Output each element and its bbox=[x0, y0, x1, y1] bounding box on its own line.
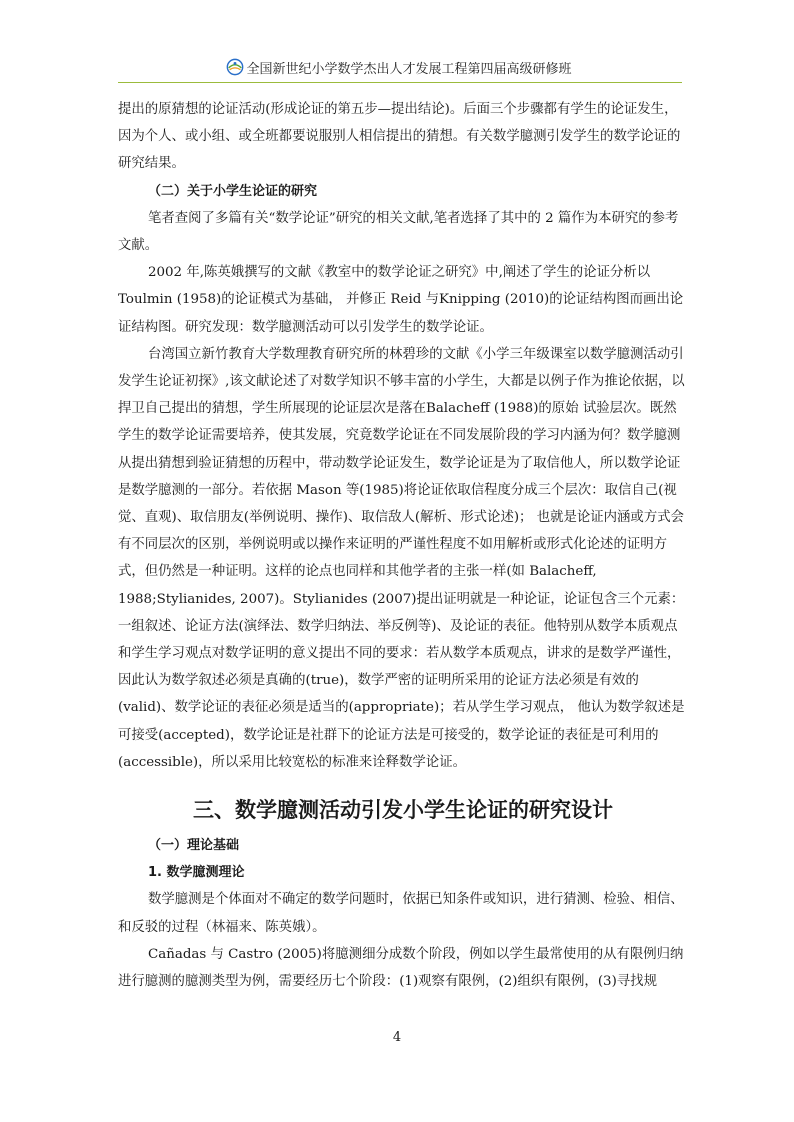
paragraph-chen-2002: 2002 年,陈英娥撰写的文献《教室中的数学论证之研究》中,阐述了学生的论证分析以Toulmin (1958)的论证模式为基础， 并修正 Reid 与Knipping (2010)的论证结构图而画出论证结构图。研究发现：数学臆测活动可以引发学生的数学论证。 bbox=[118, 265, 684, 335]
section-heading-research-design: 三、数学臆测活动引发小学生论证的研究设计 bbox=[193, 798, 613, 823]
header-title: 全国新世纪小学数学杰出人才发展工程第四届高级研修班 bbox=[246, 62, 572, 77]
subsection-heading-theory: （一）理论基础 bbox=[148, 838, 240, 854]
paragraph-conjecture-definition: 数学臆测是个体面对不确定的数学问题时，依据已知条件或知识，进行猜测、检验、相信、和反驳的过程（林福来、陈英娥）。 bbox=[118, 892, 684, 935]
page-number: 4 bbox=[392, 1030, 402, 1045]
paragraph-continuation: 提出的原猜想的论证活动(形成论证的第五步—提出结论)。后面三个步骤都有学生的论证发生，因为个人、或小组、或全班都要说服别人相信提出的猜想。有关数学臆测引发学生的数学论证的研究结果。 bbox=[118, 102, 681, 172]
paragraph-lin-bizhen: 台湾国立新竹教育大学数理教育研究所的林碧珍的文献《小学三年级课室以数学臆测活动引发学生论证初探》,该文献论述了对数学知识不够丰富的小学生，大都是以例子作为推论依据，以捍卫自己提出的猜想，学生所展现的论证层次是落在Balacheff (1988)的原始 试验层次。既然学生的数学论证需要培养，使其发展，究竟数学论证在不同发展阶段的学习内涵为何？数学臆测从提出猜想到验证猜想的历程中，带动数学论证发生，数学论证是为了取信他人，所以数学论证是数学臆测的一部分。若依据 Mason 等(1985)将论证依取信程度分成三个层次：取信自己(视觉、直观)、取信朋友(举例说明、操作)、取信敌人(解析、形式论述)； 也就是论证内涵或方式会有不同层次的区别，举例说明或以操作来证明的严谨性程度不如用解析或形式化论述的证明方式，但仍然是一种证明。这样的论点也同样和其他学者的主张一样(如 Balacheff, 1988;Stylianides, 2007)。Stylianides (2007)提出证明就是一种论证，论证包含三个元素：一组叙述、论证方法(演绎法、数学归纳法、举反例等)、及论证的表征。他特别从数学本质观点和学生学习观点对数学证明的意义提出不同的要求：若从数学本质观点，讲求的是数学严谨性，因此认为数学叙述必须是真确的(true)，数学严密的证明所采用的论证方法必须是有效的(valid)、数学论证的表征必须是适当的(appropriate)；若从学生学习观点， 他认为数学叙述是可接受(accepted)，数学论证是社群下的论证方法是可接受的，数学论证的表征是可利用的(accessible)，所以采用比较宽松的标准来诠释数学论证。 bbox=[118, 346, 685, 770]
header-divider bbox=[118, 82, 682, 83]
page-header bbox=[118, 58, 680, 82]
conference-logo-icon bbox=[226, 58, 244, 76]
paragraph-canadas-castro: Cañadas 与 Castro (2005)将臆测细分成数个阶段，例如以学生最常使用的从有限例归纳进行臆测的臆测类型为例，需要经历七个阶段：(1)观察有限例，(2)组织有限例，(3)寻找规 bbox=[118, 946, 684, 990]
subsubsection-heading-conjecture-theory: 1. 数学臆测理论 bbox=[148, 865, 245, 881]
document-body bbox=[118, 96, 688, 995]
paragraph-literature-intro: 笔者查阅了多篇有关“数学论证”研究的相关文献,笔者选择了其中的 2 篇作为本研究的参考文献。 bbox=[118, 210, 679, 254]
subsection-heading-elementary-argumentation: （二）关于小学生论证的研究 bbox=[148, 183, 318, 199]
